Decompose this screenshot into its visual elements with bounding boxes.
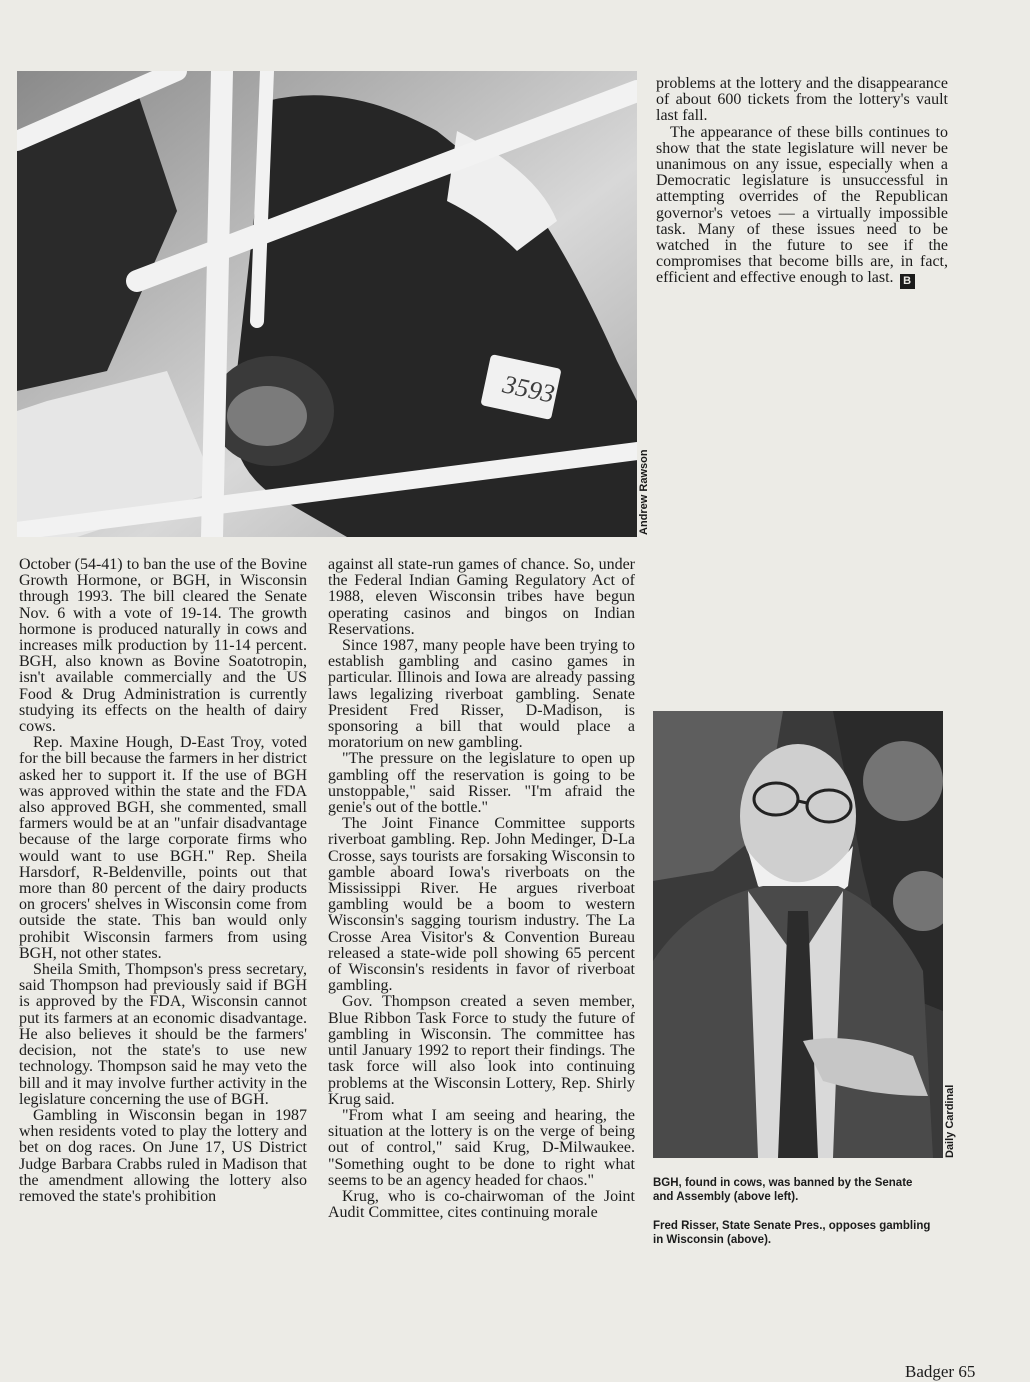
cow-photo-credit: Andrew Rawson xyxy=(638,449,650,535)
paragraph: The Joint Finance Committee supports riverboat gambling. Rep. John Medinger, D-La Crosse, says tourists are forsaking Wisconsin to gamble aboard Iowa's riverboats on the Mississippi River. He argues riverboat gambling would be a boom to western Wisconsin's sagging tourism industry. The La Crosse Area Visitor's & Convention Bureau released a state-wide poll showing 65 percent of Wisconsin's residents in favor of riverboat gambling. xyxy=(328,815,635,995)
risser-photo-credit: Daily Cardinal xyxy=(944,1084,956,1158)
ear-tag-number: 3593 xyxy=(500,369,558,409)
column-top-right xyxy=(656,76,948,289)
paragraph: Gambling in Wisconsin began in 1987 when residents voted to play the lottery and bet on dog races. On June 17, US District Judge Barbara Crabbs ruled in Madison that the amendment allowing the lottery also removed the state's prohibition xyxy=(19,1106,307,1205)
paragraph: Gov. Thompson created a seven member, Blue Ribbon Task Force to study the future of gambling in Wisconsin. The committee has until January 1992 to report their findings. The task force will also look into continuing problems at the Wisconsin Lottery, Rep. Shirly Krug said. xyxy=(328,993,635,1108)
paragraph: Since 1987, many people have been trying to establish gambling and casino games in particular. Illinois and Iowa are already passing laws legalizing riverboat gambling. Senate President Fred Risser, D-Madison, is sponsoring a bill that would place a moratorium on new gambling. xyxy=(328,637,635,752)
cow-photo xyxy=(17,71,637,537)
end-mark-icon: B xyxy=(900,274,915,289)
paragraph: Rep. Maxine Hough, D-East Troy, voted for the bill because the farmers in her district asked her to support it. If the use of BGH was approved within the state and the FDA also approved BGH, she commented, small farmers would be at an "unfair disadvantage because of the large corporate firms who would want to use BGH." Rep. Sheila Harsdorf, R-Beldenville, points out that more than 80 percent of the dairy products on grocers' shelves in Wisconsin come from outside the state. This ban would only prohibit Wisconsin farmers from using BGH, not other states. xyxy=(19,734,307,962)
caption-risser: Fred Risser, State Senate Pres., opposes gambling in Wisconsin (above). xyxy=(653,1220,931,1246)
paragraph: problems at the lottery and the disappearance of about 600 tickets from the lottery's vault last fall. xyxy=(656,75,948,125)
column-left xyxy=(19,557,307,1205)
risser-photo xyxy=(653,711,943,1158)
paragraph: October (54-41) to ban the use of the Bovine Growth Hormone, or BGH, in Wisconsin through 1993. The bill cleared the Senate Nov. 6 with a vote of 19-14. The growth hormone is produced naturally in cows and increases milk production by 11-14 percent. BGH, also known as Bovine Soatotropin, isn't available commercially and the US Food & Drug Administration is currently studying its effects on the health of dairy cows. xyxy=(19,556,307,736)
paragraph: Sheila Smith, Thompson's press secretary, said Thompson had previously said if BGH is approved by the FDA, Wisconsin cannot put its farmers at an economic disadvantage. He also believes it should be the farmers' decision, not the state's to use new technology. Thompson said he may veto the bill and it may involve further activity in the legislature concerning the use of BGH. xyxy=(19,961,307,1108)
paragraph: against all state-run games of chance. So, under the Federal Indian Gaming Regulatory Act of 1988, eleven Wisconsin tribes have begun operating casinos and bingos on Indian Reservations. xyxy=(328,556,635,638)
paragraph-text: The appearance of these bills continues to show that the state legislature will never be unanimous on any issue, especially when a Democratic legislature is unsuccessful in attempting overrides of the Republican governor's vetoes — a virtually impossible task. Many of these issues need to be watched in the future to see if the compromises that become bills are, in fact, efficient and effective enough to last. xyxy=(656,123,948,287)
paragraph: Krug, who is co-chairwoman of the Joint Audit Committee, cites continuing morale xyxy=(328,1187,635,1222)
page-folio: Badger 65 xyxy=(905,1362,976,1381)
paragraph-with-end-mark xyxy=(656,125,948,290)
column-middle xyxy=(328,557,635,1221)
paragraph: "The pressure on the legislature to open up gambling off the reservation is going to be unstoppable," said Risser. "I'm afraid the genie's out of the bottle." xyxy=(328,750,635,817)
paragraph: "From what I am seeing and hearing, the situation at the lottery is on the verge of being out of control," said Krug, D-Milwaukee. "Something ought to be done to right what seems to be an agency headed for chaos." xyxy=(328,1106,635,1189)
caption-cow: BGH, found in cows, was banned by the Senate and Assembly (above left). xyxy=(653,1177,913,1203)
